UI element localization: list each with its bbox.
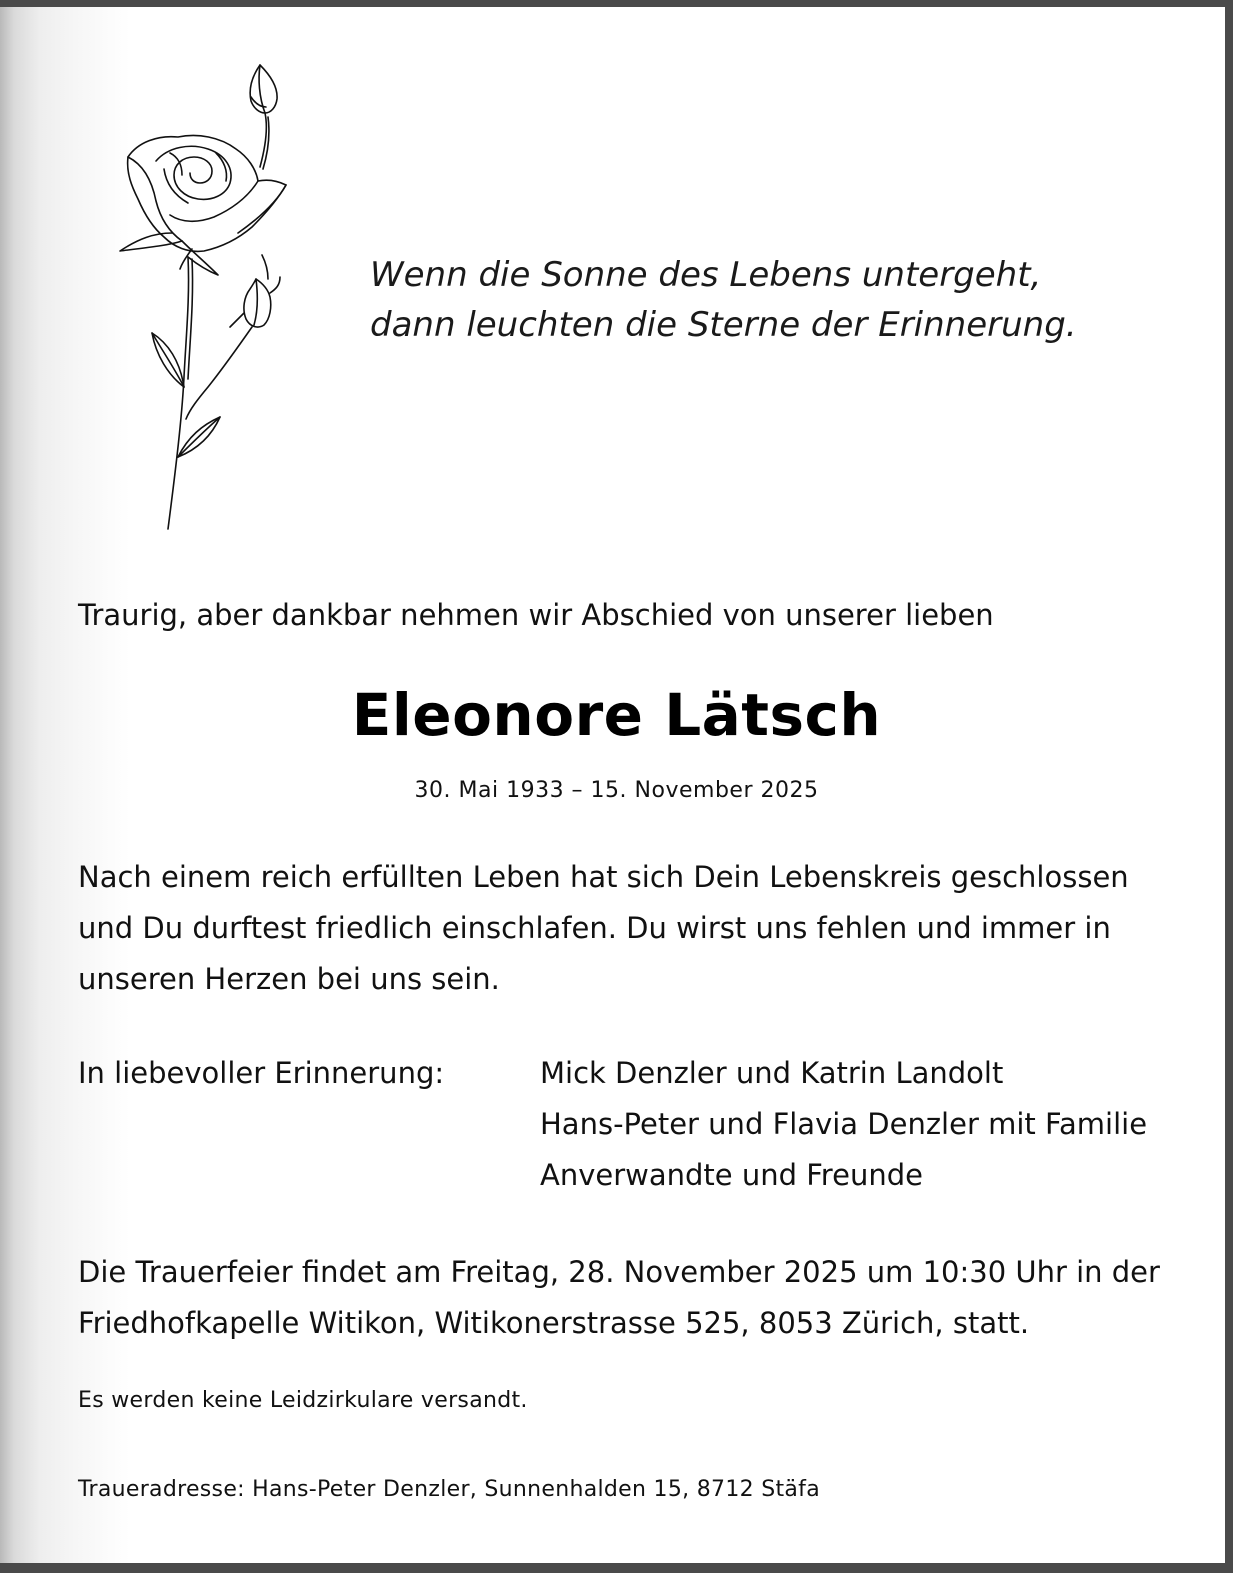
circular-note: Es werden keine Leidzirkulare versandt. <box>78 1388 528 1413</box>
life-dates: 30. Mai 1933 – 15. November 2025 <box>414 778 819 803</box>
intro-text: Traurig, aber dankbar nehmen wir Abschied von unserer lieben <box>78 598 994 632</box>
mourners-list <box>540 1048 1147 1201</box>
message-paragraph <box>78 852 1178 1005</box>
mourner-item: Mick Denzler und Katrin Landolt <box>540 1056 1004 1090</box>
ceremony-line: Friedhofkapelle Witikon, Witikonerstrasse 525, 8053 Zürich, statt. <box>78 1306 1030 1340</box>
mourner-item: Hans-Peter und Flavia Denzler mit Familie <box>540 1107 1148 1141</box>
memorial-quote <box>370 250 1130 350</box>
message-line: unseren Herzen bei uns sein. <box>78 962 500 996</box>
rose-illustration-icon <box>108 57 298 537</box>
message-line: Nach einem reich erfüllten Leben hat sich Dein Lebenskreis geschlossen <box>78 860 1129 894</box>
message-line: und Du durftest friedlich einschlafen. Du wirst uns fehlen und immer in <box>78 911 1111 945</box>
quote-line: dann leuchten die Sterne der Erinnerung. <box>370 305 1077 345</box>
quote-line: Wenn die Sonne des Lebens untergeht, <box>370 255 1042 295</box>
mourning-address: Traueradresse: Hans-Peter Denzler, Sunnenhalden 15, 8712 Stäfa <box>78 1477 820 1502</box>
mourner-item: Anverwandte und Freunde <box>540 1158 923 1192</box>
deceased-name: Eleonore Lätsch <box>351 681 882 749</box>
ceremony-line: Die Trauerfeier findet am Freitag, 28. November 2025 um 10:30 Uhr in der <box>78 1255 1160 1289</box>
ceremony-info <box>78 1247 1198 1349</box>
mourners-label: In liebevoller Erinnerung: <box>78 1056 445 1090</box>
